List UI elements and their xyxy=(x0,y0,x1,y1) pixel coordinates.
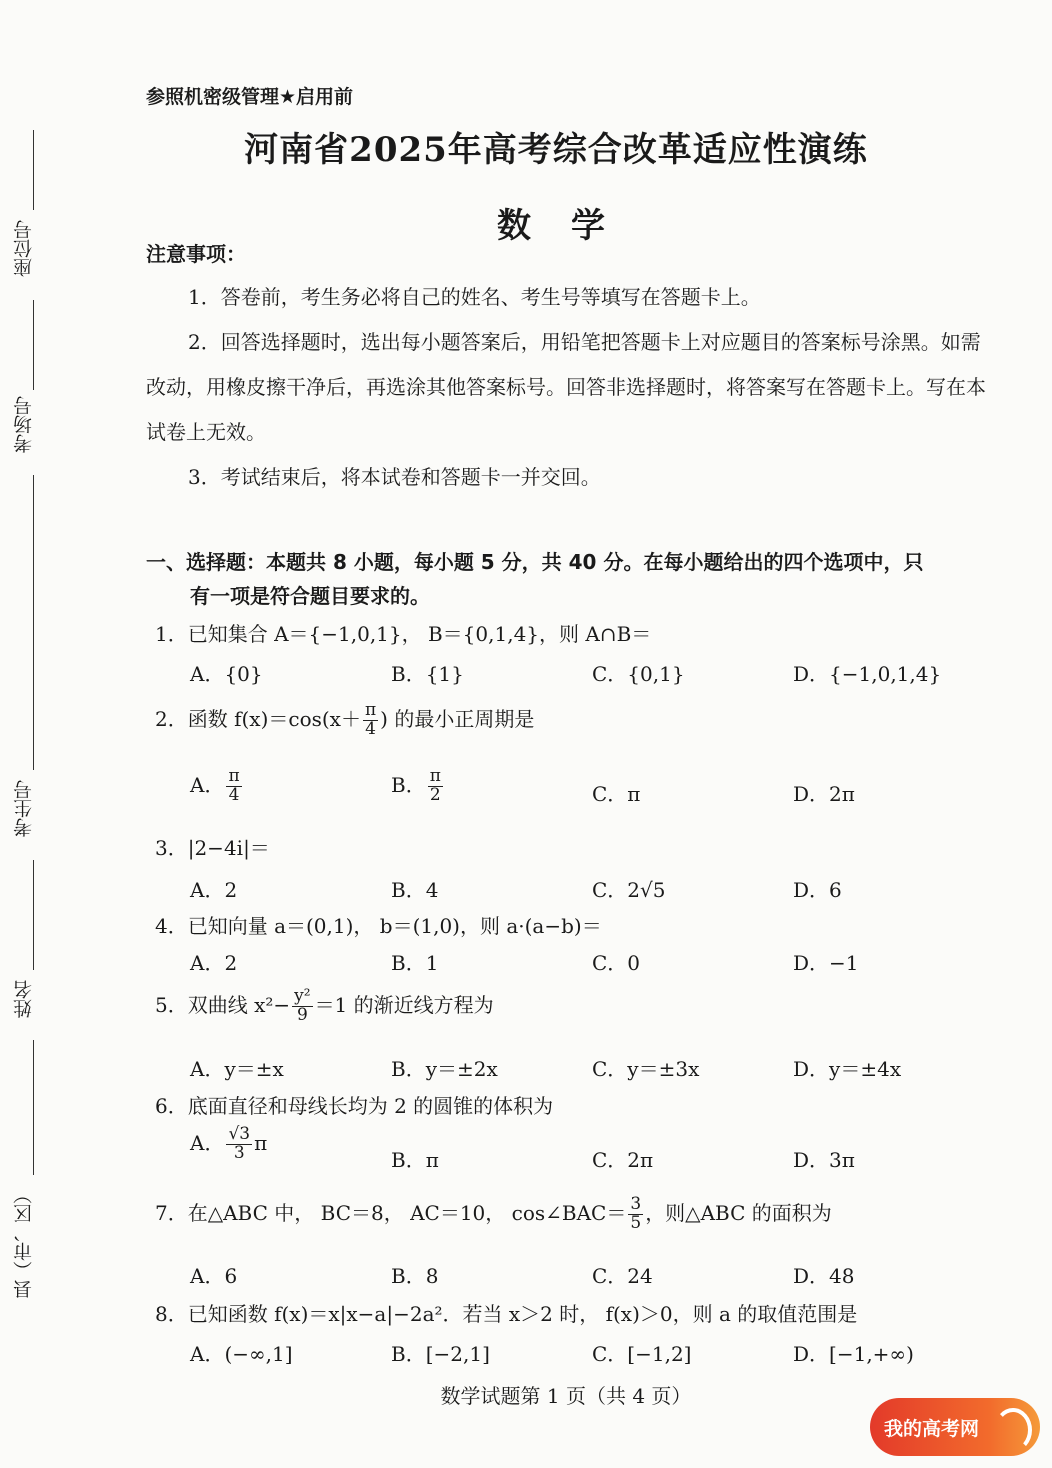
q4-option-c: C．0 xyxy=(592,951,641,975)
q7-fraction xyxy=(628,1196,643,1233)
q2-post: ) 的最小正周期是 xyxy=(380,706,535,731)
notice-list xyxy=(146,275,996,500)
q3-option-b: B．4 xyxy=(391,878,439,902)
q2-b-label: B． xyxy=(391,772,426,797)
watermark-logo xyxy=(870,1398,1040,1456)
q2-option-a xyxy=(190,768,244,805)
q6-a-label: A． xyxy=(190,1130,225,1155)
watermark-text: 我的高考网 xyxy=(884,1417,980,1440)
question-5-stem xyxy=(155,988,494,1025)
room-label: 考场号 xyxy=(13,396,35,453)
q1-option-b: B．{1} xyxy=(391,662,464,686)
q2-option-d: D．2π xyxy=(793,782,855,806)
q3-option-c: C．2√5 xyxy=(592,878,666,902)
q2-a-num: π xyxy=(228,766,240,786)
q6-option-a xyxy=(190,1126,267,1163)
q2-b-den: 2 xyxy=(429,784,441,805)
q4-option-b: B．1 xyxy=(391,951,439,975)
notice-item: 2．回答选择题时，选出每小题答案后，用铅笔把答题卡上对应题目的答案标号涂黑。如需改动，用橡皮擦干净后，再选涂其他答案标号。回答非选择题时，将答案写在答题卡上。写在本试卷上无效。 xyxy=(146,330,986,444)
q2-a-den: 4 xyxy=(228,784,240,805)
q6-a-den: 3 xyxy=(233,1142,245,1163)
q2-b-fraction xyxy=(428,768,443,805)
q2-b-num: π xyxy=(429,766,441,786)
q1-option-c: C．{0,1} xyxy=(592,662,685,686)
q7-pre: 7．在△ABC 中， BC＝8， AC＝10， cos∠BAC＝ xyxy=(155,1200,627,1225)
q5-pre: 5．双曲线 x²− xyxy=(155,992,291,1017)
q6-a-num: √3 xyxy=(228,1124,251,1144)
q4-option-a: A．2 xyxy=(190,951,238,975)
q6-option-c: C．2π xyxy=(592,1148,654,1172)
q2-a-label: A． xyxy=(190,772,225,797)
q5-option-d: D．y＝±4x xyxy=(793,1057,902,1081)
question-1-stem: 1．已知集合 A＝{−1,0,1}， B＝{0,1,4}，则 A∩B＝ xyxy=(155,622,652,646)
notice-item: 3．考试结束后，将本试卷和答题卡一并交回。 xyxy=(188,465,601,489)
q2-den: 4 xyxy=(365,718,376,739)
q6-option-b: B．π xyxy=(391,1148,439,1172)
q2-num: π xyxy=(364,700,377,720)
seat-label: 座位号 xyxy=(13,220,35,277)
page-footer: 数学试题第 1 页（共 4 页） xyxy=(440,1384,692,1408)
question-6-stem: 6．底面直径和母线长均为 2 的圆锥的体积为 xyxy=(155,1094,554,1118)
q3-option-a: A．2 xyxy=(190,878,238,902)
q5-den: 9 xyxy=(296,1004,308,1025)
q7-den: 5 xyxy=(630,1212,642,1233)
q2-option-b xyxy=(391,768,445,805)
section-heading xyxy=(146,545,996,613)
q7-option-a: A．6 xyxy=(190,1264,238,1288)
q1-option-d: D．{−1,0,1,4} xyxy=(793,662,942,686)
question-7-stem xyxy=(155,1196,832,1233)
q6-a-post: π xyxy=(254,1130,268,1155)
binding-line xyxy=(33,1040,34,1175)
notice-heading: 注意事项： xyxy=(146,242,246,266)
q8-option-d: D．[−1,+∞) xyxy=(793,1342,914,1366)
q4-option-d: D．−1 xyxy=(793,951,859,975)
q6-option-d: D．3π xyxy=(793,1148,855,1172)
q2-option-c: C．π xyxy=(592,782,641,806)
name-label: 姓名 xyxy=(13,980,35,1018)
q1-option-a: A．{0} xyxy=(190,662,263,686)
page-title: 河南省2025年高考综合改革适应性演练 xyxy=(244,130,868,170)
q7-option-b: B．8 xyxy=(391,1264,439,1288)
section-line: 一、选择题：本题共 8 小题，每小题 5 分，共 40 分。在每小题给出的四个选项中，只 xyxy=(146,550,924,574)
county-label: 县（市、区） xyxy=(13,1185,35,1299)
q5-option-a: A．y＝±x xyxy=(190,1057,284,1081)
q8-option-c: C．[−1,2] xyxy=(592,1342,692,1366)
question-4-stem: 4．已知向量 a＝(0,1)， b＝(1,0)，则 a·(a−b)＝ xyxy=(155,914,602,938)
q3-option-d: D．6 xyxy=(793,878,842,902)
binding-line xyxy=(33,860,34,970)
q7-num: 3 xyxy=(630,1194,642,1214)
q5-num: y² xyxy=(294,986,311,1006)
question-2-stem xyxy=(155,702,534,739)
q5-post: ＝1 的渐近线方程为 xyxy=(314,992,494,1017)
q5-fraction xyxy=(292,988,312,1025)
section-line: 有一项是符合题目要求的。 xyxy=(190,584,430,608)
q2-a-fraction xyxy=(226,768,241,805)
q8-option-a: A．(−∞,1] xyxy=(190,1342,293,1366)
subject-title: 数学 xyxy=(497,206,645,246)
q8-option-b: B．[−2,1] xyxy=(391,1342,490,1366)
question-3-stem: 3．|2−4i|＝ xyxy=(155,836,270,860)
confidential-header: 参照机密级管理★启用前 xyxy=(146,86,354,108)
q5-option-b: B．y＝±2x xyxy=(391,1057,498,1081)
notice-item: 1．答卷前，考生务必将自己的姓名、考生号等填写在答题卡上。 xyxy=(188,285,761,309)
q7-option-c: C．24 xyxy=(592,1264,653,1288)
q2-fraction xyxy=(363,702,378,739)
binding-line xyxy=(33,300,34,390)
q2-pre: 2．函数 f(x)＝cos(x＋ xyxy=(155,706,361,731)
q7-post: ，则△ABC 的面积为 xyxy=(645,1200,832,1225)
swirl-icon xyxy=(994,1408,1032,1452)
q5-option-c: C．y＝±3x xyxy=(592,1057,700,1081)
binding-line xyxy=(33,475,34,770)
q6-a-fraction xyxy=(226,1126,252,1163)
examinee-label: 考生号 xyxy=(13,780,35,837)
question-8-stem: 8．已知函数 f(x)＝x|x−a|−2a²．若当 x＞2 时， f(x)＞0，则 a 的取值范围是 xyxy=(155,1302,858,1326)
q7-option-d: D．48 xyxy=(793,1264,855,1288)
